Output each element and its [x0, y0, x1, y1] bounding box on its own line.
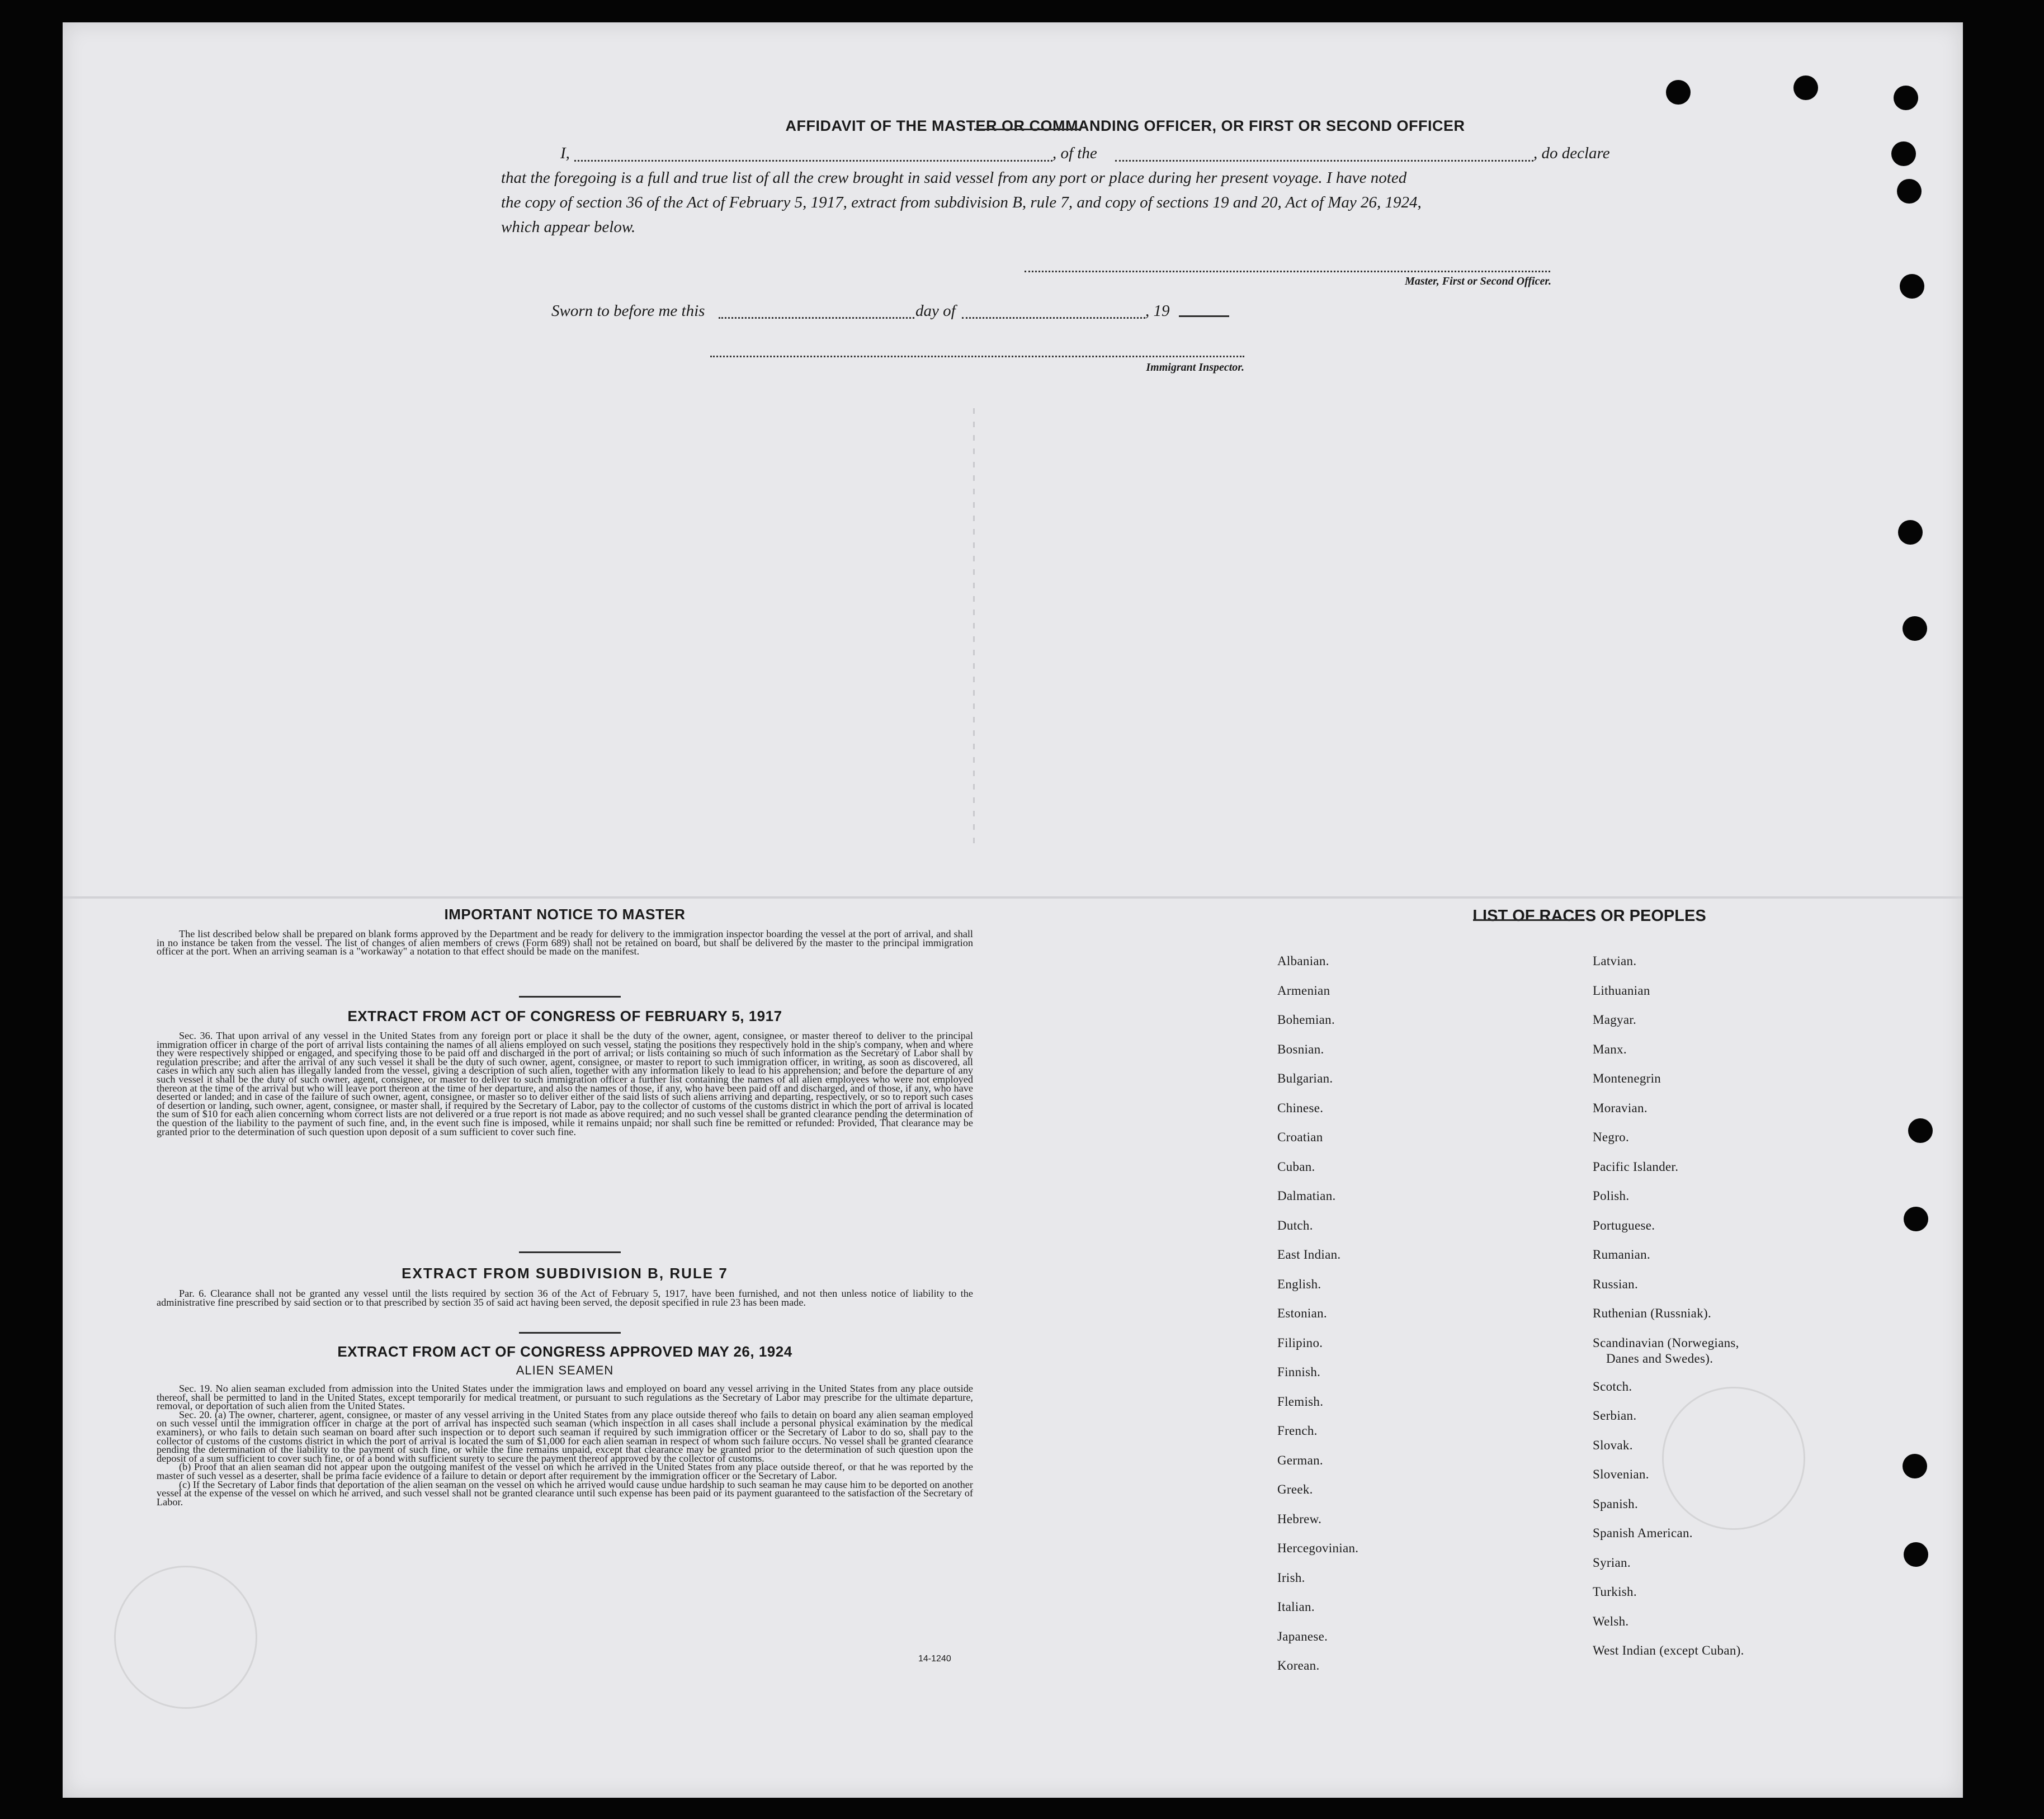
section-divider: [519, 996, 621, 998]
race-item: Filipino.: [1277, 1335, 1323, 1350]
inspector-label: Immigrant Inspector.: [1146, 361, 1244, 374]
punch-hole: [1903, 1454, 1927, 1478]
extract-1917-title: EXTRACT FROM ACT OF CONGRESS OF FEBRUARY 5, 1917: [347, 1008, 782, 1024]
race-item: French.: [1277, 1424, 1318, 1438]
race-item: Dutch.: [1277, 1218, 1313, 1232]
race-item: Bosnian.: [1277, 1042, 1324, 1056]
affidavit-line-4: which appear below.: [501, 218, 636, 236]
sworn-prefix: Sworn to before me this: [551, 302, 705, 320]
declarant-prefix: I,: [560, 144, 570, 162]
affidavit-line-3: the copy of section 36 of the Act of February 5, 1917, extract from subdivision B, rule 7, and copy of sections 19 and 20, Act of May 26, 1924,: [501, 193, 1422, 211]
race-item: Korean.: [1277, 1659, 1320, 1672]
extract-1924-title: EXTRACT FROM ACT OF CONGRESS APPROVED MAY 26, 1924: [337, 1343, 792, 1360]
vessel-prefix: , of the: [1052, 144, 1097, 162]
race-item: Magyar.: [1593, 1013, 1637, 1027]
notice-body: The list described below shall be prepared on blank forms approved by the Department and be ready for delivery to the immigration inspector boarding the vessel at the port of arrival, and shall in no instance be taken from the vessel. The list of changes of alien members of crews (Form 689) shall not be retained on board, but shall be delivered by the master to the principal immigration officer at the port. When an arriving seaman is a "workaway" a notation to that effect should be made on the manifest.: [157, 928, 973, 957]
race-item: Bulgarian.: [1277, 1071, 1333, 1085]
sworn-year-field[interactable]: [1179, 315, 1229, 317]
races-right-column: [1593, 953, 1872, 1672]
section-20c-text: (c) If the Secretary of Labor finds that deportation of the alien seaman on the vessel on which he arrived would cause undue hardship to such seaman he may cause him to be deported on another vessel at the expense of the vessel on which he arrived, and such vessel shall not be granted clearance until such expense has been paid or its payment guaranteed to the satisfaction of the Secretary of Labor.: [157, 1478, 973, 1508]
punch-hole: [1900, 274, 1924, 299]
punch-hole: [1897, 179, 1922, 204]
race-item: Ruthenian (Russniak).: [1593, 1306, 1711, 1320]
affidavit-line-2: that the foregoing is a full and true list of all the crew brought in said vessel from any port or place during her present voyage. I have noted: [501, 169, 1407, 187]
document-sheet: [63, 22, 1963, 1798]
race-item: Albanian.: [1277, 954, 1329, 968]
sworn-month-field[interactable]: [962, 317, 1145, 319]
sworn-day-field[interactable]: [719, 317, 914, 319]
section-19-text: Sec. 19. No alien seaman excluded from admission into the United States under the immigration laws and employed on board any vessel arriving in the United States from any place outside thereof, shall be permitted to land in the United States, except temporarily for medical treatment, or pursuant to such regulations as the Secretary of Labor may prescribe for the ultimate departure, removal, or deportation of such alien from the United States.: [157, 1383, 973, 1412]
race-item: Scandinavian (Norwegians,: [1593, 1335, 1739, 1350]
race-item: Latvian.: [1593, 954, 1637, 968]
race-item: Slovak.: [1593, 1438, 1633, 1452]
punch-hole: [1903, 616, 1927, 641]
race-item: Russian.: [1593, 1277, 1638, 1291]
punch-hole: [1894, 86, 1918, 110]
race-item: Greek.: [1277, 1482, 1313, 1496]
races-title: LIST OF RACES OR PEOPLES: [1472, 907, 1706, 925]
race-item: Welsh.: [1593, 1614, 1629, 1628]
race-item: Syrian.: [1593, 1555, 1631, 1570]
race-item: Italian.: [1277, 1600, 1315, 1614]
race-item: Serbian.: [1593, 1409, 1637, 1423]
race-item: West Indian (except Cuban).: [1593, 1643, 1744, 1657]
declarant-name-field[interactable]: [574, 160, 1052, 162]
section-divider: [519, 1332, 621, 1334]
races-divider: [1473, 919, 1580, 921]
race-item: Cuban.: [1277, 1159, 1315, 1174]
races-left-column: [1277, 953, 1557, 1688]
punch-hole: [1793, 75, 1818, 100]
section-20b-text: (b) Proof that an alien seaman did not appear upon the outgoing manifest of the vessel on which he arrived in the United States from any place outside thereof, or that he was reported by the master of such vessel as a deserter, shall be prima facie evidence of a failure to detain or deport after requirement by the immigration officer or the Secretary of Labor.: [157, 1461, 973, 1481]
inspector-signature-line[interactable]: [710, 356, 1244, 357]
race-item: Armenian: [1277, 983, 1330, 998]
vessel-name-field[interactable]: [1115, 160, 1533, 162]
race-item: Dalmatian.: [1277, 1189, 1336, 1203]
race-item: German.: [1277, 1453, 1323, 1467]
race-item: Manx.: [1593, 1042, 1627, 1056]
race-item: Bohemian.: [1277, 1013, 1335, 1027]
extract-rule7-title: EXTRACT FROM SUBDIVISION B, RULE 7: [402, 1265, 728, 1282]
race-item: Montenegrin: [1593, 1071, 1661, 1085]
master-signature-label: Master, First or Second Officer.: [1405, 275, 1551, 287]
form-number: 14-1240: [918, 1654, 951, 1664]
race-item-continued: Danes and Swedes).: [1606, 1351, 1713, 1366]
race-item: East Indian.: [1277, 1248, 1341, 1262]
race-item: Scotch.: [1593, 1379, 1632, 1393]
section-divider: [519, 1251, 621, 1253]
race-item: Pacific Islander.: [1593, 1159, 1679, 1174]
punch-hole: [1891, 141, 1916, 166]
race-item: Moravian.: [1593, 1100, 1648, 1115]
embossed-seal: [1662, 1387, 1805, 1530]
race-item: Irish.: [1277, 1570, 1305, 1585]
race-item: Japanese.: [1277, 1629, 1328, 1643]
declare-text: , do declare: [1533, 144, 1610, 162]
affidavit-title: AFFIDAVIT OF THE MASTER OR COMMANDING OFFICER, OR FIRST OR SECOND OFFICER: [785, 117, 1465, 134]
race-item: Spanish American.: [1593, 1526, 1693, 1540]
horizontal-fold-line: [63, 896, 1963, 899]
punch-hole: [1666, 80, 1691, 105]
section-20a-text: Sec. 20. (a) The owner, charterer, agent, consignee, or master of any vessel arriving in the United States from any place outside thereof who fails to detain on board any alien seaman employed on such vessel until the immigration officer in charge at the port of arrival has inspected such seaman (which inspection in all cases shall include a personal physical examination by the medical examiners), or who fails to detain such seaman on board after such inspection or to deport such seaman if required by such immigration officer or the Secretary of Labor to do so, shall pay to the collector of customs of the customs district in which the port of arrival is located the sum of $1,000 for each alien seaman in respect of whom such failure occurs. No vessel shall be granted clearance pending the determination of the liability to the payment of such fine, or while the fine remains unpaid, except that clearance may be granted prior to the determination of such question upon the deposit of a sum sufficient to cover such fine, or of a bond with sufficient surety to secure the payment thereof approved by the collector of customs.: [157, 1409, 973, 1464]
race-item: Hebrew.: [1277, 1511, 1322, 1526]
race-item: Spanish.: [1593, 1496, 1638, 1511]
embossed-seal: [114, 1566, 257, 1709]
race-item: Polish.: [1593, 1189, 1630, 1203]
sworn-year-prefix: , 19: [1145, 302, 1170, 320]
title-divider: [974, 129, 1079, 130]
extract-rule7-body: Par. 6. Clearance shall not be granted any vessel until the lists required by section 36 of the Act of February 5, 1917, have been furnished, and not then unless notice of liability to the administrative fine prescribed by said section or to that prescribed by section 35 of said act having been served, the deposit specified in rule 23 has been made.: [157, 1288, 973, 1308]
extract-1924-body: [157, 1385, 973, 1506]
punch-hole: [1904, 1207, 1928, 1231]
vertical-fold-line: [973, 408, 975, 850]
race-item: Croatian: [1277, 1130, 1323, 1144]
race-item: Flemish.: [1277, 1394, 1324, 1409]
race-item: Portuguese.: [1593, 1218, 1655, 1232]
sworn-day-of: day of: [915, 302, 956, 320]
race-item: Turkish.: [1593, 1585, 1637, 1599]
race-item: Chinese.: [1277, 1100, 1324, 1115]
race-item: Negro.: [1593, 1130, 1630, 1144]
master-signature-line[interactable]: [1025, 271, 1550, 272]
punch-hole: [1898, 520, 1923, 545]
race-item: Hercegovinian.: [1277, 1541, 1359, 1555]
race-item: Finnish.: [1277, 1365, 1321, 1379]
punch-hole: [1908, 1118, 1933, 1143]
race-item: Lithuanian: [1593, 983, 1650, 998]
race-item: English.: [1277, 1277, 1321, 1291]
race-item: Rumanian.: [1593, 1248, 1650, 1262]
notice-title: IMPORTANT NOTICE TO MASTER: [444, 906, 686, 923]
race-item: Estonian.: [1277, 1306, 1327, 1320]
punch-hole: [1904, 1542, 1928, 1567]
race-item: Slovenian.: [1593, 1467, 1649, 1481]
extract-1917-body: Sec. 36. That upon arrival of any vessel in the United States from any foreign port or place it shall be the duty of the owner, agent, consignee, or master thereof to deliver to the principal immigration officer in charge of the port of arrival lists containing the names of all aliens employed on such vessel, stating the positions they respectively hold in the ship's company, when and where they were respectively shipped or engaged, and specifying those to be paid off and discharged in the port of arrival; or lists containing so much of such information as the Secretary of Labor shall by regulation prescribe; and after the arrival of any such vessel it shall be the duty of such owner, agent, consignee, or master to report to such immigration officer, in writing, as soon as discovered, all cases in which any such alien has illegally landed from the vessel, giving a description of such alien, together with any information likely to lead to his apprehension; and before the departure of any such vessel it shall be the duty of such owner, agent, consignee, or master to deliver to such immigration officer a further list containing the names of all alien employees who were not employed thereon at the time of the arrival but who will leave port thereon at the time of her departure, and also the names of those, if any, who have been paid off and discharged, and of those, if any, who have deserted or landed; and in case of the failure of such owner, agent, consignee, or master so to deliver either of the said lists of such aliens arriving and departing, respectively, or so to report such cases of desertion or landing, such owner, agent, consignee, or master shall, if required by the Secretary of Labor, pay to the collector of customs of the customs district in which the port of arrival is located the sum of $10 for each alien concerning whom correct lists are not delivered or a true report is not made as above required; and no such vessel shall be granted clearance pending the determination of the question of the liability to the payment of such fine, and, in the event such fine is imposed, while it remains unpaid; nor shall such fine be remitted or refunded: Provided, That clearance may be granted prior to the determination of such question upon deposit of a sum sufficient to cover such fine.: [157, 1030, 973, 1137]
extract-1924-subtitle: ALIEN SEAMEN: [516, 1363, 614, 1377]
